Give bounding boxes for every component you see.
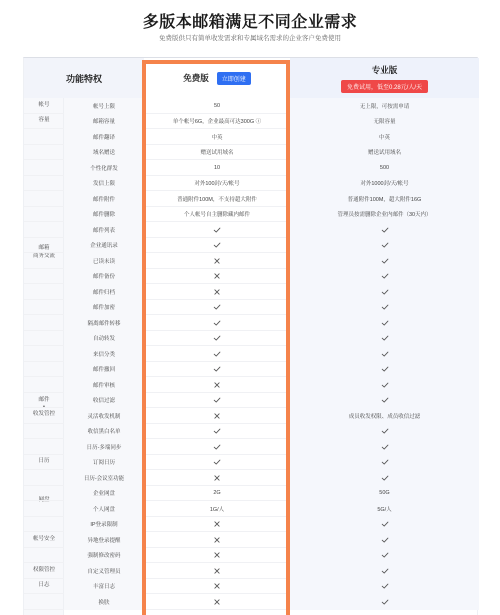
pro-edition-value xyxy=(290,594,479,610)
pro-edition-value xyxy=(290,470,479,486)
feature-name: 邮件列表 xyxy=(64,222,144,238)
table-row xyxy=(24,377,479,393)
feature-name: 隔离邮件转移 xyxy=(64,315,144,331)
feature-name: 邮件归档 xyxy=(64,284,144,300)
check-icon xyxy=(213,427,221,435)
cross-icon xyxy=(213,567,221,575)
check-icon xyxy=(381,272,389,280)
pro-edition-value xyxy=(290,222,479,238)
free-edition-value xyxy=(144,377,290,393)
feature-name: 邮件加密 xyxy=(64,300,144,316)
feature-name: 收信过滤 xyxy=(64,393,144,409)
cross-icon xyxy=(213,551,221,559)
feature-name: 自定义管理员 xyxy=(64,563,144,579)
cell-text: 赠送试用域名 xyxy=(200,150,234,157)
feature-name: 帐号上限 xyxy=(64,98,144,114)
feature-name: 自动转发 xyxy=(64,331,144,347)
free-edition-value xyxy=(144,501,290,517)
cell-text: 无限容量 xyxy=(373,119,396,126)
pro-edition-value xyxy=(290,315,479,331)
header-feature-label: 功能特权 xyxy=(65,73,102,84)
check-icon xyxy=(381,288,389,296)
feature-name: 邮件附件 xyxy=(64,191,144,207)
pro-edition-value xyxy=(290,455,479,471)
table-row xyxy=(24,145,479,161)
cell-text: 500 xyxy=(379,164,390,171)
check-icon xyxy=(213,396,221,404)
feature-name: 订阅日历 xyxy=(64,455,144,471)
cell-text: 1G/人 xyxy=(209,506,225,513)
feature-name: 邮件撤回 xyxy=(64,362,144,378)
check-icon xyxy=(381,567,389,575)
table-row xyxy=(24,222,479,238)
table-row xyxy=(24,579,479,595)
cell-text: 无上限，可按需申请 xyxy=(359,103,410,110)
feature-name: 换肤 xyxy=(64,594,144,610)
free-edition-value xyxy=(144,238,290,254)
cross-icon xyxy=(213,474,221,482)
table-row xyxy=(24,315,479,331)
free-edition-value xyxy=(144,284,290,300)
pro-edition-value xyxy=(290,300,479,316)
check-icon xyxy=(381,350,389,358)
category-label: 邮箱 商务交流 xyxy=(24,129,64,377)
check-icon xyxy=(381,582,389,590)
table-row xyxy=(24,269,479,285)
table-row xyxy=(24,393,479,409)
pro-edition-value xyxy=(290,408,479,424)
check-icon xyxy=(213,334,221,342)
check-icon xyxy=(381,319,389,327)
pro-edition-value xyxy=(290,114,479,130)
table-row xyxy=(24,517,479,533)
cell-text: 普通附件100M，不支持超大附件 xyxy=(177,196,257,203)
cross-icon xyxy=(213,536,221,544)
table-row xyxy=(24,160,479,176)
check-icon xyxy=(213,365,221,373)
free-edition-value xyxy=(144,222,290,238)
pro-edition-value xyxy=(290,346,479,362)
page-subtitle: 免费版供只有简单收发需求和专属域名需求的企业客户免费使用 xyxy=(159,35,341,42)
free-edition-value xyxy=(144,393,290,409)
feature-name: 灵活收发机制 xyxy=(64,408,144,424)
create-now-button[interactable]: 立即创建 xyxy=(217,72,251,85)
pro-edition-value xyxy=(290,563,479,579)
pro-edition-value xyxy=(290,486,479,502)
check-icon xyxy=(381,598,389,606)
free-edition-value xyxy=(144,532,290,548)
feature-name: 发信上限 xyxy=(64,176,144,192)
header-free-edition xyxy=(144,58,290,98)
free-edition-value xyxy=(144,253,290,269)
check-icon xyxy=(381,303,389,311)
pro-edition-value xyxy=(290,501,479,517)
cell-text: 10 xyxy=(213,164,221,171)
feature-name: 邮件翻译 xyxy=(64,129,144,145)
feature-name: 邮件审核 xyxy=(64,377,144,393)
free-edition-value xyxy=(144,455,290,471)
category-label: 帐号安全 xyxy=(24,517,64,564)
table-row xyxy=(24,207,479,223)
cell-text: 成员收发权限、成员收信过滤 xyxy=(348,413,421,420)
category-label: 容量 xyxy=(24,114,64,130)
free-edition-value xyxy=(144,315,290,331)
free-edition-value xyxy=(144,517,290,533)
cell-text: 中英 xyxy=(211,134,223,141)
feature-name: 邮件删除 xyxy=(64,207,144,223)
pro-edition-value xyxy=(290,145,479,161)
table-row xyxy=(24,114,479,130)
cell-text: 50G xyxy=(379,490,390,497)
feature-name: 已读未读 xyxy=(64,253,144,269)
cell-text: 2G xyxy=(213,490,221,497)
feature-name: 来信分类 xyxy=(64,346,144,362)
free-edition-value xyxy=(144,439,290,455)
check-icon xyxy=(381,226,389,234)
category-label: 日志 xyxy=(24,579,64,595)
table-row xyxy=(24,98,479,114)
feature-name: 异地登录提醒 xyxy=(64,532,144,548)
table-row xyxy=(24,455,479,471)
feature-name: 日历-多端同步 xyxy=(64,439,144,455)
cell-text: 50 xyxy=(213,102,221,109)
free-edition-value xyxy=(144,176,290,192)
feature-name: 收信黑白名单 xyxy=(64,424,144,440)
check-icon xyxy=(381,241,389,249)
free-edition-value xyxy=(144,269,290,285)
table-row xyxy=(24,439,479,455)
page-title: 多版本邮箱满足不同企业需求 xyxy=(142,14,358,31)
check-icon xyxy=(381,257,389,265)
free-edition-value xyxy=(144,331,290,347)
check-icon xyxy=(381,536,389,544)
pro-edition-value xyxy=(290,160,479,176)
pro-edition-value xyxy=(290,424,479,440)
feature-name: 强制修改密码 xyxy=(64,548,144,564)
table-row xyxy=(24,253,479,269)
check-icon xyxy=(213,458,221,466)
cross-icon xyxy=(213,412,221,420)
table-row xyxy=(24,424,479,440)
table-row xyxy=(24,548,479,564)
check-icon xyxy=(381,443,389,451)
check-icon xyxy=(213,226,221,234)
feature-name: 域名赠送 xyxy=(64,145,144,161)
table-row xyxy=(24,532,479,548)
free-edition-value xyxy=(144,362,290,378)
pro-edition-value xyxy=(290,579,479,595)
table-row xyxy=(24,408,479,424)
cell-text: 5G/人 xyxy=(377,506,392,513)
free-edition-value xyxy=(144,160,290,176)
table-row xyxy=(24,346,479,362)
pro-edition-value xyxy=(290,129,479,145)
pro-edition-value xyxy=(290,269,479,285)
pro-edition-name: 专业版 xyxy=(371,64,398,75)
pro-edition-value xyxy=(290,331,479,347)
free-edition-value xyxy=(144,114,290,130)
free-edition-value xyxy=(144,486,290,502)
comparison-table xyxy=(23,57,478,615)
category-label: 帐号 xyxy=(24,98,64,114)
pro-edition-value xyxy=(290,362,479,378)
cell-text: 对外1000封/天/帐号 xyxy=(360,181,409,188)
check-icon xyxy=(213,303,221,311)
feature-name: 日历-会议室功能 xyxy=(64,470,144,486)
category-label: 邮件 • 收发管控 xyxy=(24,377,64,439)
check-icon xyxy=(381,474,389,482)
check-icon xyxy=(213,241,221,249)
feature-name: 个性化群发 xyxy=(64,160,144,176)
free-edition-value xyxy=(144,594,290,610)
cell-text: 普通附件100M，超大附件16G xyxy=(347,196,422,203)
pro-edition-value xyxy=(290,393,479,409)
check-icon xyxy=(381,458,389,466)
pro-edition-value xyxy=(290,517,479,533)
pro-edition-value xyxy=(290,532,479,548)
free-edition-value xyxy=(144,424,290,440)
cross-icon xyxy=(213,381,221,389)
cell-text: 个人帐号自主删除藏内邮件 xyxy=(183,212,250,219)
feature-name: 企业网盘 xyxy=(64,486,144,502)
feature-name: 邮箱容量 xyxy=(64,114,144,130)
check-icon xyxy=(381,427,389,435)
header-feature xyxy=(24,58,144,98)
pro-edition-value xyxy=(290,207,479,223)
category-label: 日历 xyxy=(24,439,64,486)
feature-name: 个人网盘 xyxy=(64,501,144,517)
table-row xyxy=(24,191,479,207)
table-row xyxy=(24,331,479,347)
cross-icon xyxy=(213,598,221,606)
table-row xyxy=(24,486,479,502)
check-icon xyxy=(381,520,389,528)
cell-text: 管理员按需删除企业内邮件（30天内） xyxy=(337,212,432,219)
check-icon xyxy=(213,443,221,451)
check-icon xyxy=(381,365,389,373)
feature-name: 企业通讯录 xyxy=(64,238,144,254)
header-pro-edition xyxy=(290,58,479,98)
pro-edition-value xyxy=(290,284,479,300)
check-icon xyxy=(381,381,389,389)
pro-edition-value xyxy=(290,176,479,192)
cross-icon xyxy=(213,520,221,528)
check-icon xyxy=(213,350,221,358)
free-trial-button[interactable]: 免费试用，低至0.28元/人/天 xyxy=(341,80,428,93)
feature-name: 丰富日志 xyxy=(64,579,144,595)
table-row xyxy=(24,238,479,254)
category-label: 网盘 xyxy=(24,486,64,517)
check-icon xyxy=(381,334,389,342)
category-label: 权限管控 xyxy=(24,563,64,579)
check-icon xyxy=(213,319,221,327)
free-edition-value xyxy=(144,145,290,161)
free-edition-name: 免费版 xyxy=(183,73,209,83)
free-edition-value xyxy=(144,207,290,223)
pro-edition-value xyxy=(290,439,479,455)
free-edition-value xyxy=(144,300,290,316)
free-edition-value xyxy=(144,346,290,362)
table-row xyxy=(24,563,479,579)
free-edition-value xyxy=(144,563,290,579)
feature-name: 邮件备份 xyxy=(64,269,144,285)
free-edition-value xyxy=(144,98,290,114)
table-row xyxy=(24,176,479,192)
free-edition-value xyxy=(144,408,290,424)
cell-text: 单个帐号6G，企业最高可达300G ⓘ xyxy=(172,119,262,126)
pro-edition-value xyxy=(290,253,479,269)
table-row xyxy=(24,129,479,145)
cross-icon xyxy=(213,272,221,280)
pro-edition-value xyxy=(290,238,479,254)
table-row xyxy=(24,284,479,300)
feature-name: IP登录限制 xyxy=(64,517,144,533)
free-edition-value xyxy=(144,129,290,145)
free-edition-value xyxy=(144,579,290,595)
cross-icon xyxy=(213,257,221,265)
pro-edition-value xyxy=(290,191,479,207)
pro-edition-value xyxy=(290,98,479,114)
check-icon xyxy=(381,396,389,404)
pro-edition-value xyxy=(290,377,479,393)
free-edition-value xyxy=(144,548,290,564)
cross-icon xyxy=(213,288,221,296)
table-row xyxy=(24,300,479,316)
table-row xyxy=(24,501,479,517)
cross-icon xyxy=(213,582,221,590)
check-icon xyxy=(381,551,389,559)
pro-edition-value xyxy=(290,548,479,564)
cell-text: 对外100封/天/帐号 xyxy=(194,181,240,188)
free-edition-value xyxy=(144,470,290,486)
free-edition-value xyxy=(144,191,290,207)
cell-text: 赠送试用域名 xyxy=(367,150,401,157)
table-row xyxy=(24,362,479,378)
table-row xyxy=(24,470,479,486)
table-row xyxy=(24,594,479,610)
cell-text: 中英 xyxy=(378,134,390,141)
